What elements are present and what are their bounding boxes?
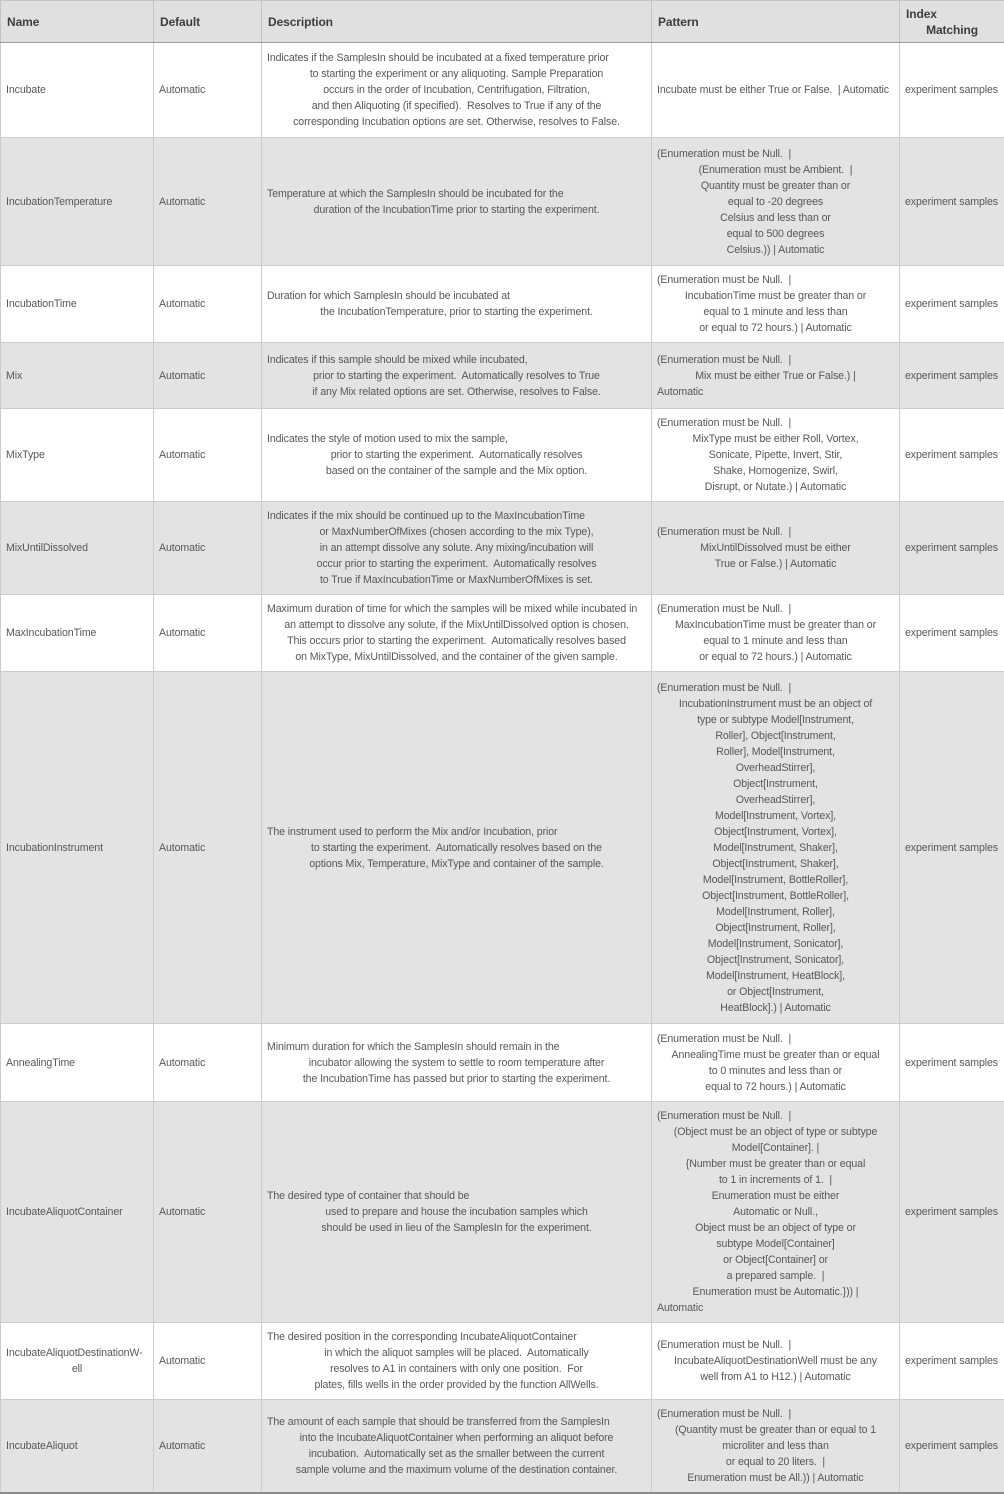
- cell-default: Automatic: [154, 43, 262, 138]
- cell-default: Automatic: [154, 266, 262, 343]
- cell-default: Automatic: [154, 343, 262, 409]
- cell-index-matching: experiment samples: [900, 1323, 1004, 1400]
- cell-pattern: (Enumeration must be Null. | (Enumeration must be Ambient. | Quantity must be greater than or equal to -20 degrees Celsius and less than or equal to 500 degrees Celsius.)) | Automatic: [652, 138, 900, 266]
- cell-name: IncubationTime: [1, 266, 154, 343]
- cell-pattern: (Enumeration must be Null. | MaxIncubationTime must be greater than or equal to 1 minute and less than or equal to 72 hours.) | Automatic: [652, 595, 900, 672]
- cell-index-matching: experiment samples: [900, 43, 1004, 138]
- cell-index-matching: experiment samples: [900, 1400, 1004, 1494]
- cell-pattern: (Enumeration must be Null. | MixUntilDissolved must be either True or False.) | Automatic: [652, 502, 900, 595]
- col-header-name: Name: [1, 1, 154, 43]
- cell-description: Maximum duration of time for which the samples will be mixed while incubated in an attempt to dissolve any solute, if the MixUntilDissolved option is chosen. This occurs prior to starting the experiment. Automatically resolves based on MixType, MixUntilDissolved, and the container of the given sample.: [262, 595, 652, 672]
- table-row-mix-until-dissolved: [1, 502, 1004, 595]
- cell-index-matching: experiment samples: [900, 1024, 1004, 1102]
- cell-index-matching: experiment samples: [900, 595, 1004, 672]
- cell-description: Duration for which SamplesIn should be incubated at the IncubationTemperature, prior to starting the experiment.: [262, 266, 652, 343]
- cell-name: IncubationInstrument: [1, 672, 154, 1024]
- cell-pattern: (Enumeration must be Null. | IncubationInstrument must be an object of type or subtype Model[Instrument, Roller], Object[Instrument, Roller], Model[Instrument, OverheadStirrer], Object[Instrument, OverheadStirrer], Model[Instrument, Vortex], Object[Instrument, Vortex], Model[Instrument, Shaker], Object[Instrument, Shaker], Model[Instrument, BottleRoller], Object[Instrument, BottleRoller], Model[Instrument, Roller], Object[Instrument, Roller], Model[Instrument, Sonicator], Object[Instrument, Sonicator], Model[Instrument, HeatBlock], or Object[Instrument, HeatBlock].) | Automatic: [652, 672, 900, 1024]
- cell-description: Indicates if the SamplesIn should be incubated at a fixed temperature prior to starting the experiment or any aliquoting. Sample Preparation occurs in the order of Incubation, Centrifugation, Filtration, and then Aliquoting (if specified). Resolves to True if any of the corresponding Incubation options are set. Otherwise, resolves to False.: [262, 43, 652, 138]
- table-row-incubate-aliquot-container: [1, 1102, 1004, 1323]
- cell-description: Temperature at which the SamplesIn should be incubated for the duration of the IncubationTime prior to starting the experiment.: [262, 138, 652, 266]
- cell-index-matching: experiment samples: [900, 672, 1004, 1024]
- cell-index-matching: experiment samples: [900, 1102, 1004, 1323]
- cell-pattern: (Enumeration must be Null. | Mix must be either True or False.) | Automatic: [652, 343, 900, 409]
- table-row-incubate: [1, 43, 1004, 138]
- cell-index-matching: experiment samples: [900, 502, 1004, 595]
- col-header-pattern: Pattern: [652, 1, 900, 43]
- cell-description: Indicates if this sample should be mixed while incubated, prior to starting the experiment. Automatically resolves to True if any Mix related options are set. Otherwise, resolves to False.: [262, 343, 652, 409]
- cell-index-matching: experiment samples: [900, 409, 1004, 502]
- cell-default: Automatic: [154, 595, 262, 672]
- cell-name: Mix: [1, 343, 154, 409]
- table-row-incubation-instrument: [1, 672, 1004, 1024]
- cell-description: The instrument used to perform the Mix and/or Incubation, prior to starting the experiment. Automatically resolves based on the options Mix, Temperature, MixType and container of the sample.: [262, 672, 652, 1024]
- index-matching-label: Index Matching: [906, 6, 998, 38]
- cell-default: Automatic: [154, 672, 262, 1024]
- cell-description: The amount of each sample that should be transferred from the SamplesIn into the IncubateAliquotContainer when performing an aliquot before incubation. Automatically set as the smaller between the current sample volume and the maximum volume of the destination container.: [262, 1400, 652, 1494]
- table-row-incubate-aliquot-destination-well: [1, 1323, 1004, 1400]
- table-row-mix-type: [1, 409, 1004, 502]
- cell-description: The desired position in the corresponding IncubateAliquotContainer in which the aliquot samples will be placed. Automatically resolves to A1 in containers with only one position. For plates, fills wells in the order provided by the function AllWells.: [262, 1323, 652, 1400]
- cell-name: MaxIncubationTime: [1, 595, 154, 672]
- col-header-index-matching: [900, 1, 1004, 43]
- cell-index-matching: experiment samples: [900, 266, 1004, 343]
- cell-pattern: (Enumeration must be Null. | IncubateAliquotDestinationWell must be any well from A1 to H12.) | Automatic: [652, 1323, 900, 1400]
- cell-pattern: Incubate must be either True or False. | Automatic: [652, 43, 900, 138]
- cell-pattern: (Enumeration must be Null. | (Object must be an object of type or subtype Model[Container]. | {Number must be greater than or equal to 1 in increments of 1. | Enumeration must be either Automatic or Null., Object must be an object of type or subtype Model[Container] or Object[Container] or a prepared sample. | Enumeration must be Automatic.})) | Automatic: [652, 1102, 900, 1323]
- table-row-incubation-temperature: [1, 138, 1004, 266]
- cell-default: Automatic: [154, 1102, 262, 1323]
- col-header-description: Description: [262, 1, 652, 43]
- cell-index-matching: experiment samples: [900, 343, 1004, 409]
- cell-description: The desired type of container that should be used to prepare and house the incubation samples which should be used in lieu of the SamplesIn for the experiment.: [262, 1102, 652, 1323]
- table-row-incubate-aliquot: [1, 1400, 1004, 1494]
- cell-default: Automatic: [154, 138, 262, 266]
- cell-pattern: (Enumeration must be Null. | AnnealingTime must be greater than or equal to 0 minutes and less than or equal to 72 hours.) | Automatic: [652, 1024, 900, 1102]
- cell-name: Incubate: [1, 43, 154, 138]
- table-row-max-incubation-time: [1, 595, 1004, 672]
- cell-name: MixUntilDissolved: [1, 502, 154, 595]
- table-row-incubation-time: [1, 266, 1004, 343]
- cell-name: MixType: [1, 409, 154, 502]
- cell-default: Automatic: [154, 1400, 262, 1494]
- cell-description: Indicates if the mix should be continued up to the MaxIncubationTime or MaxNumberOfMixes (chosen according to the mix Type), in an attempt dissolve any solute. Any mixing/incubation will occur prior to starting the experiment. Automatically resolves to True if MaxIncubationTime or MaxNumberOfMixes is set.: [262, 502, 652, 595]
- table-body: [1, 43, 1004, 1494]
- cell-default: Automatic: [154, 409, 262, 502]
- table-row-annealing-time: [1, 1024, 1004, 1102]
- cell-pattern: (Enumeration must be Null. | MixType must be either Roll, Vortex, Sonicate, Pipette, Invert, Stir, Shake, Homogenize, Swirl, Disrupt, or Nutate.) | Automatic: [652, 409, 900, 502]
- col-header-default: Default: [154, 1, 262, 43]
- cell-pattern: (Enumeration must be Null. | (Quantity must be greater than or equal to 1 microliter and less than or equal to 20 liters. | Enumeration must be All.)) | Automatic: [652, 1400, 900, 1494]
- cell-description: Minimum duration for which the SamplesIn should remain in the incubator allowing the system to settle to room temperature after the IncubationTime has passed but prior to starting the experiment.: [262, 1024, 652, 1102]
- cell-pattern: (Enumeration must be Null. | IncubationTime must be greater than or equal to 1 minute and less than or equal to 72 hours.) | Automatic: [652, 266, 900, 343]
- table-row-mix: [1, 343, 1004, 409]
- cell-default: Automatic: [154, 1323, 262, 1400]
- table-header: [1, 1, 1004, 43]
- cell-name: IncubateAliquot: [1, 1400, 154, 1494]
- cell-default: Automatic: [154, 502, 262, 595]
- header-row: [1, 1, 1004, 43]
- cell-index-matching: experiment samples: [900, 138, 1004, 266]
- cell-name: AnnealingTime: [1, 1024, 154, 1102]
- cell-description: Indicates the style of motion used to mix the sample, prior to starting the experiment. Automatically resolves based on the container of the sample and the Mix option.: [262, 409, 652, 502]
- cell-default: Automatic: [154, 1024, 262, 1102]
- cell-name: IncubationTemperature: [1, 138, 154, 266]
- cell-name: IncubateAliquotContainer: [1, 1102, 154, 1323]
- cell-name: IncubateAliquotDestinationW- ell: [1, 1323, 154, 1400]
